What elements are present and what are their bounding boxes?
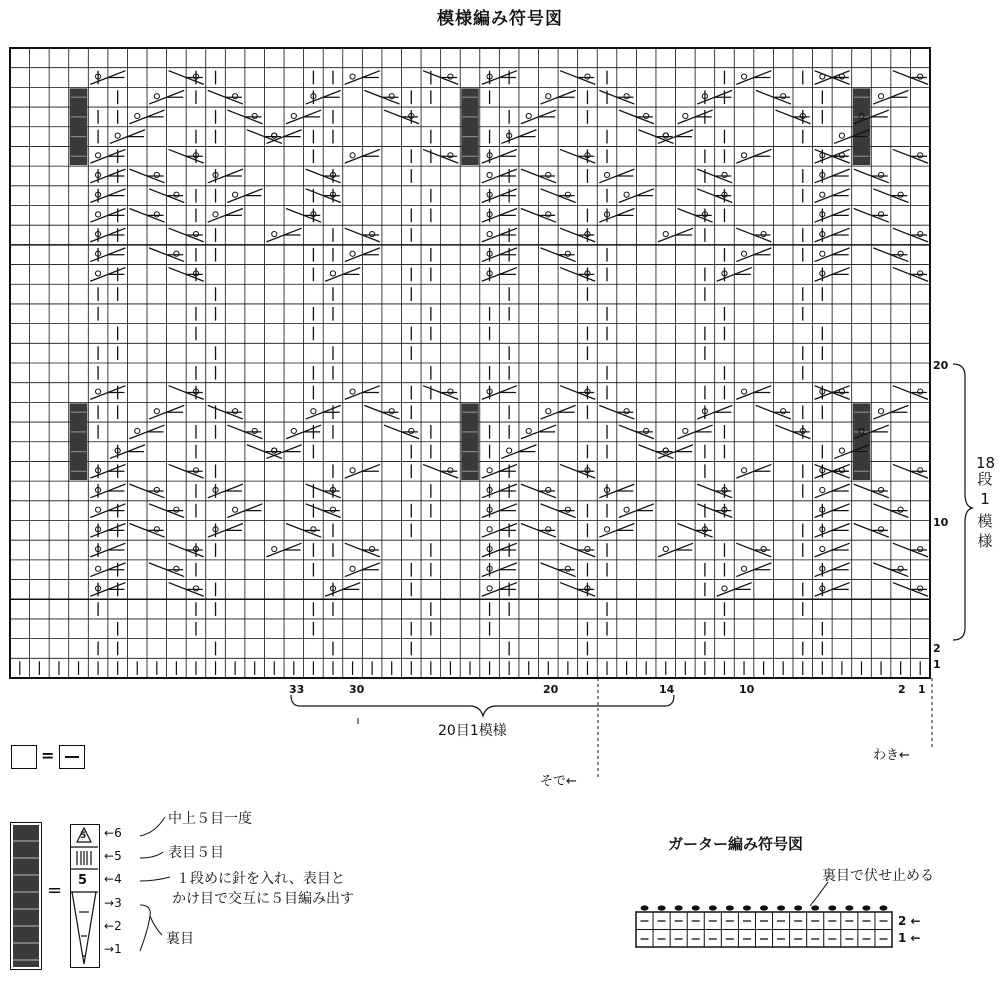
repeat-rows-label-4: 模 [977, 512, 993, 530]
garter-row-1: 1 ← [898, 931, 921, 945]
repeat-rows-label-1: 18 [976, 454, 996, 472]
stitch-number-14: 14 [659, 683, 675, 696]
bobble-row-2: ←2 [104, 919, 122, 933]
stitch-number-1: 1 [918, 683, 926, 696]
bobble-block [70, 88, 88, 165]
stitch-number-2: 2 [898, 683, 906, 696]
row-number-20: 20 [933, 359, 949, 372]
garter-row-2: 2 ← [898, 914, 921, 928]
bobble-row-1: →1 [104, 942, 122, 956]
bobble-block [70, 403, 88, 480]
repeat-rows-label-3: 1 [980, 490, 990, 508]
bobble-block [853, 88, 871, 165]
row-number-2: 2 [933, 642, 941, 655]
stitch-number-30: 30 [349, 683, 365, 696]
repeat-rows-label-5: 様 [977, 532, 993, 550]
bobble-block [853, 403, 871, 480]
row-number-1: 1 [933, 658, 941, 671]
legend-row4-text-line2: かけ目で交互に５目編み出す [172, 891, 354, 907]
sleeve-label: そで← [540, 774, 577, 789]
bobble-swatch-dark [10, 822, 42, 970]
bobble-row-4: ←4 [104, 872, 122, 886]
legend-row5-text: 表目５目 [168, 845, 224, 861]
chart-title: 模様編み符号図 [437, 9, 563, 29]
stitch-number-10: 10 [739, 683, 755, 696]
bobble-row-3: →3 [104, 896, 122, 910]
bobble-block [461, 88, 479, 165]
bobble-block [461, 403, 479, 480]
repeat-rows-bracket [953, 364, 972, 640]
empty-box-symbol [11, 745, 37, 769]
legend-row4-text-line1: １段めに針を入れ、表目と [176, 871, 345, 887]
bobble-symbol-column [70, 824, 100, 968]
row-number-10: 10 [933, 516, 949, 529]
bobble-symbol-mid-number: 5 [78, 873, 88, 888]
legend-rows123-text: 裏目 [166, 931, 194, 947]
bobble-row-5: ←5 [104, 849, 122, 863]
bobble-row-6: ←6 [104, 826, 122, 840]
repeat-stitches-bracket [291, 695, 674, 716]
equals-sign: = [41, 746, 55, 765]
side-label: わき← [873, 748, 910, 763]
garter-bind-off-note: 裏目で伏せ止める [822, 868, 934, 884]
purl-box-symbol [59, 745, 85, 769]
stitch-number-20: 20 [543, 683, 559, 696]
repeat-rows-label-2: 段 [977, 470, 993, 488]
repeat-stitches-label: 20目1模様 [438, 723, 507, 739]
bobble-equals-sign: = [47, 880, 63, 901]
bobble-symbol-top-number: 5 [80, 831, 87, 841]
stitch-number-33: 33 [289, 683, 305, 696]
garter-title: ガーター編み符号図 [668, 835, 804, 853]
legend-row6-text: 中上５目一度 [168, 811, 252, 827]
